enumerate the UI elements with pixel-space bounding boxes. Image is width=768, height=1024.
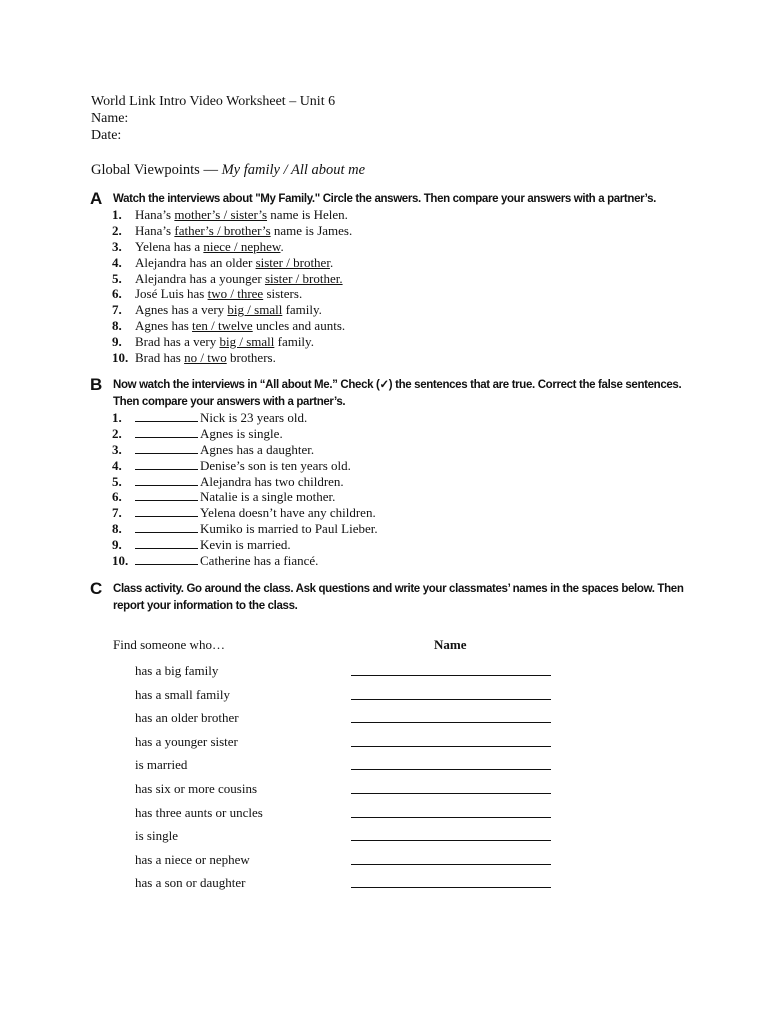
criterion-label: is single xyxy=(135,828,178,844)
item-text: family. xyxy=(274,334,314,350)
item-text: Agnes is single. xyxy=(200,425,283,441)
criterion-label: has a younger sister xyxy=(135,733,238,749)
list-item xyxy=(112,207,352,223)
item-number: 1. xyxy=(112,410,122,425)
item-text: José Luis has xyxy=(135,286,208,302)
item-text: . xyxy=(280,238,284,254)
item-text: Alejandra has an older xyxy=(135,254,256,270)
item-number: 4. xyxy=(112,254,122,270)
answer-choice[interactable]: big / small xyxy=(227,302,283,318)
item-number: 9. xyxy=(112,537,122,553)
item-text: Agnes has a very xyxy=(135,302,228,318)
list-item xyxy=(112,426,378,442)
name-blank[interactable] xyxy=(351,746,551,747)
name-blank[interactable] xyxy=(351,840,551,841)
item-number: 10. xyxy=(112,350,129,366)
list-item xyxy=(112,350,352,366)
section-a-instructions: Watch the interviews about "My Family." Circle the answers. Then compare your answers with a partner’s. xyxy=(113,193,656,205)
answer-blank[interactable] xyxy=(135,489,198,501)
answer-blank[interactable] xyxy=(135,458,198,470)
item-number: 6. xyxy=(112,286,122,302)
subtitle-italic: My family / All about me xyxy=(221,162,366,178)
criterion-label: has a big family xyxy=(135,663,219,678)
item-text: Kevin is married. xyxy=(200,537,291,553)
criterion-label: has a small family xyxy=(135,686,230,702)
item-number: 3. xyxy=(112,441,122,457)
section-c-instructions: Class activity. Go around the class. Ask questions and write your classmates’ names in the spaces below. Then report your information to the class. xyxy=(113,583,684,612)
table-row xyxy=(135,687,555,705)
answer-choice[interactable]: niece / nephew xyxy=(203,238,281,254)
item-text: Denise’s son is ten years old. xyxy=(200,457,351,473)
item-number: 1. xyxy=(112,207,122,222)
list-item xyxy=(112,334,352,350)
name-column-heading: Name xyxy=(434,637,467,652)
item-text: Brad has xyxy=(135,350,185,366)
table-row xyxy=(135,734,555,752)
list-item xyxy=(112,537,378,553)
answer-choice[interactable]: father’s / brother’s xyxy=(174,222,271,238)
section-a-letter: A xyxy=(90,189,103,208)
item-text: Natalie is a single mother. xyxy=(200,489,336,505)
item-text: name is Helen. xyxy=(267,207,348,222)
answer-choice[interactable]: ten / twelve xyxy=(192,318,253,334)
item-number: 5. xyxy=(112,270,122,286)
name-label: Name: xyxy=(91,111,129,126)
name-blank[interactable] xyxy=(351,793,551,794)
item-text: uncles and aunts. xyxy=(252,318,346,334)
criterion-label: has a son or daughter xyxy=(135,875,246,891)
name-blank[interactable] xyxy=(351,887,551,888)
answer-blank[interactable] xyxy=(135,553,198,565)
table-row xyxy=(135,805,555,823)
list-item xyxy=(112,302,352,318)
list-item xyxy=(112,505,378,521)
item-text: . xyxy=(329,254,334,270)
item-text: brothers. xyxy=(226,350,276,366)
list-item xyxy=(112,553,378,569)
table-row xyxy=(135,757,555,775)
item-number: 4. xyxy=(112,457,122,473)
criterion-label: is married xyxy=(135,757,188,773)
list-item xyxy=(112,286,352,302)
table-row xyxy=(135,781,555,799)
item-text: Nick is 23 years old. xyxy=(200,410,308,425)
table-row xyxy=(135,852,555,870)
answer-choice[interactable]: two / three xyxy=(207,286,264,302)
list-item xyxy=(112,239,352,255)
list-item xyxy=(112,318,352,334)
list-item xyxy=(112,442,378,458)
item-text: Kumiko is married to Paul Lieber. xyxy=(200,521,378,537)
list-item xyxy=(112,521,378,537)
answer-blank[interactable] xyxy=(135,537,198,549)
answer-blank[interactable] xyxy=(135,426,198,438)
subtitle-plain: Global Viewpoints — xyxy=(91,162,222,178)
item-number: 9. xyxy=(112,334,122,350)
name-blank[interactable] xyxy=(351,864,551,865)
list-item xyxy=(112,410,378,426)
find-someone-heading: Find someone who… xyxy=(113,637,225,652)
item-text: Alejandra has a younger xyxy=(135,270,265,286)
item-number: 7. xyxy=(112,505,122,521)
section-subtitle xyxy=(91,162,365,179)
item-number: 8. xyxy=(112,521,122,537)
item-number: 5. xyxy=(112,473,122,489)
item-text: sisters. xyxy=(263,286,303,302)
answer-blank[interactable] xyxy=(135,442,198,454)
item-text: Brad has a very xyxy=(135,334,220,350)
section-b-letter: B xyxy=(90,375,103,394)
item-number: 2. xyxy=(112,222,122,238)
table-row xyxy=(135,828,555,846)
criterion-label: has three aunts or uncles xyxy=(135,804,263,820)
list-item xyxy=(112,255,352,271)
item-text: Alejandra has two children. xyxy=(200,473,344,489)
answer-choice[interactable]: sister / brother xyxy=(255,254,330,270)
answer-blank[interactable] xyxy=(135,410,198,422)
item-text: Hana’s xyxy=(135,222,175,238)
item-text: name is James. xyxy=(270,222,353,238)
list-item xyxy=(112,271,352,287)
item-text: Yelena doesn’t have any children. xyxy=(200,505,376,521)
answer-choice[interactable]: big / small xyxy=(219,334,275,350)
item-number: 8. xyxy=(112,318,122,334)
table-row xyxy=(135,663,555,681)
criterion-label: has an older brother xyxy=(135,710,239,726)
criterion-label: has six or more cousins xyxy=(135,781,258,796)
item-text: Yelena has a xyxy=(135,238,204,254)
item-text: Catherine has a fiancé. xyxy=(200,553,319,569)
section-b-list xyxy=(112,410,378,569)
name-blank[interactable] xyxy=(351,699,551,700)
date-label: Date: xyxy=(91,128,122,143)
worksheet-header xyxy=(91,93,335,144)
answer-choice[interactable]: sister / brother. xyxy=(264,270,343,286)
table-row xyxy=(135,875,555,893)
list-item xyxy=(112,223,352,239)
answer-blank[interactable] xyxy=(135,474,198,486)
criterion-label: has a niece or nephew xyxy=(135,851,250,867)
answer-blank[interactable] xyxy=(135,505,198,517)
item-text: Agnes has xyxy=(135,318,193,334)
name-blank[interactable] xyxy=(351,675,551,676)
worksheet-title: World Link Intro Video Worksheet – Unit 6 xyxy=(91,94,336,109)
item-number: 7. xyxy=(112,302,122,318)
section-c-letter: C xyxy=(90,579,103,598)
section-b-instructions: Now watch the interviews in “All about Me.” Check (✓) the sentences that are true. Correct the false sentences. Then compare your answers with a partner’s. xyxy=(113,379,682,408)
list-item xyxy=(112,474,378,490)
item-text: family. xyxy=(282,302,322,318)
name-blank[interactable] xyxy=(351,722,551,723)
item-number: 6. xyxy=(112,489,122,505)
list-item xyxy=(112,489,378,505)
list-item xyxy=(112,458,378,474)
item-number: 3. xyxy=(112,238,122,254)
answer-choice[interactable]: mother’s / sister’s xyxy=(174,207,268,222)
item-text: Agnes has a daughter. xyxy=(200,441,315,457)
section-a-list xyxy=(112,207,352,366)
answer-choice[interactable]: no / two xyxy=(184,350,227,366)
name-blank[interactable] xyxy=(351,817,551,818)
item-number: 2. xyxy=(112,425,122,441)
answer-blank[interactable] xyxy=(135,521,198,533)
item-number: 10. xyxy=(112,553,129,569)
table-row xyxy=(135,710,555,728)
name-blank[interactable] xyxy=(351,769,551,770)
item-text: Hana’s xyxy=(135,207,175,222)
